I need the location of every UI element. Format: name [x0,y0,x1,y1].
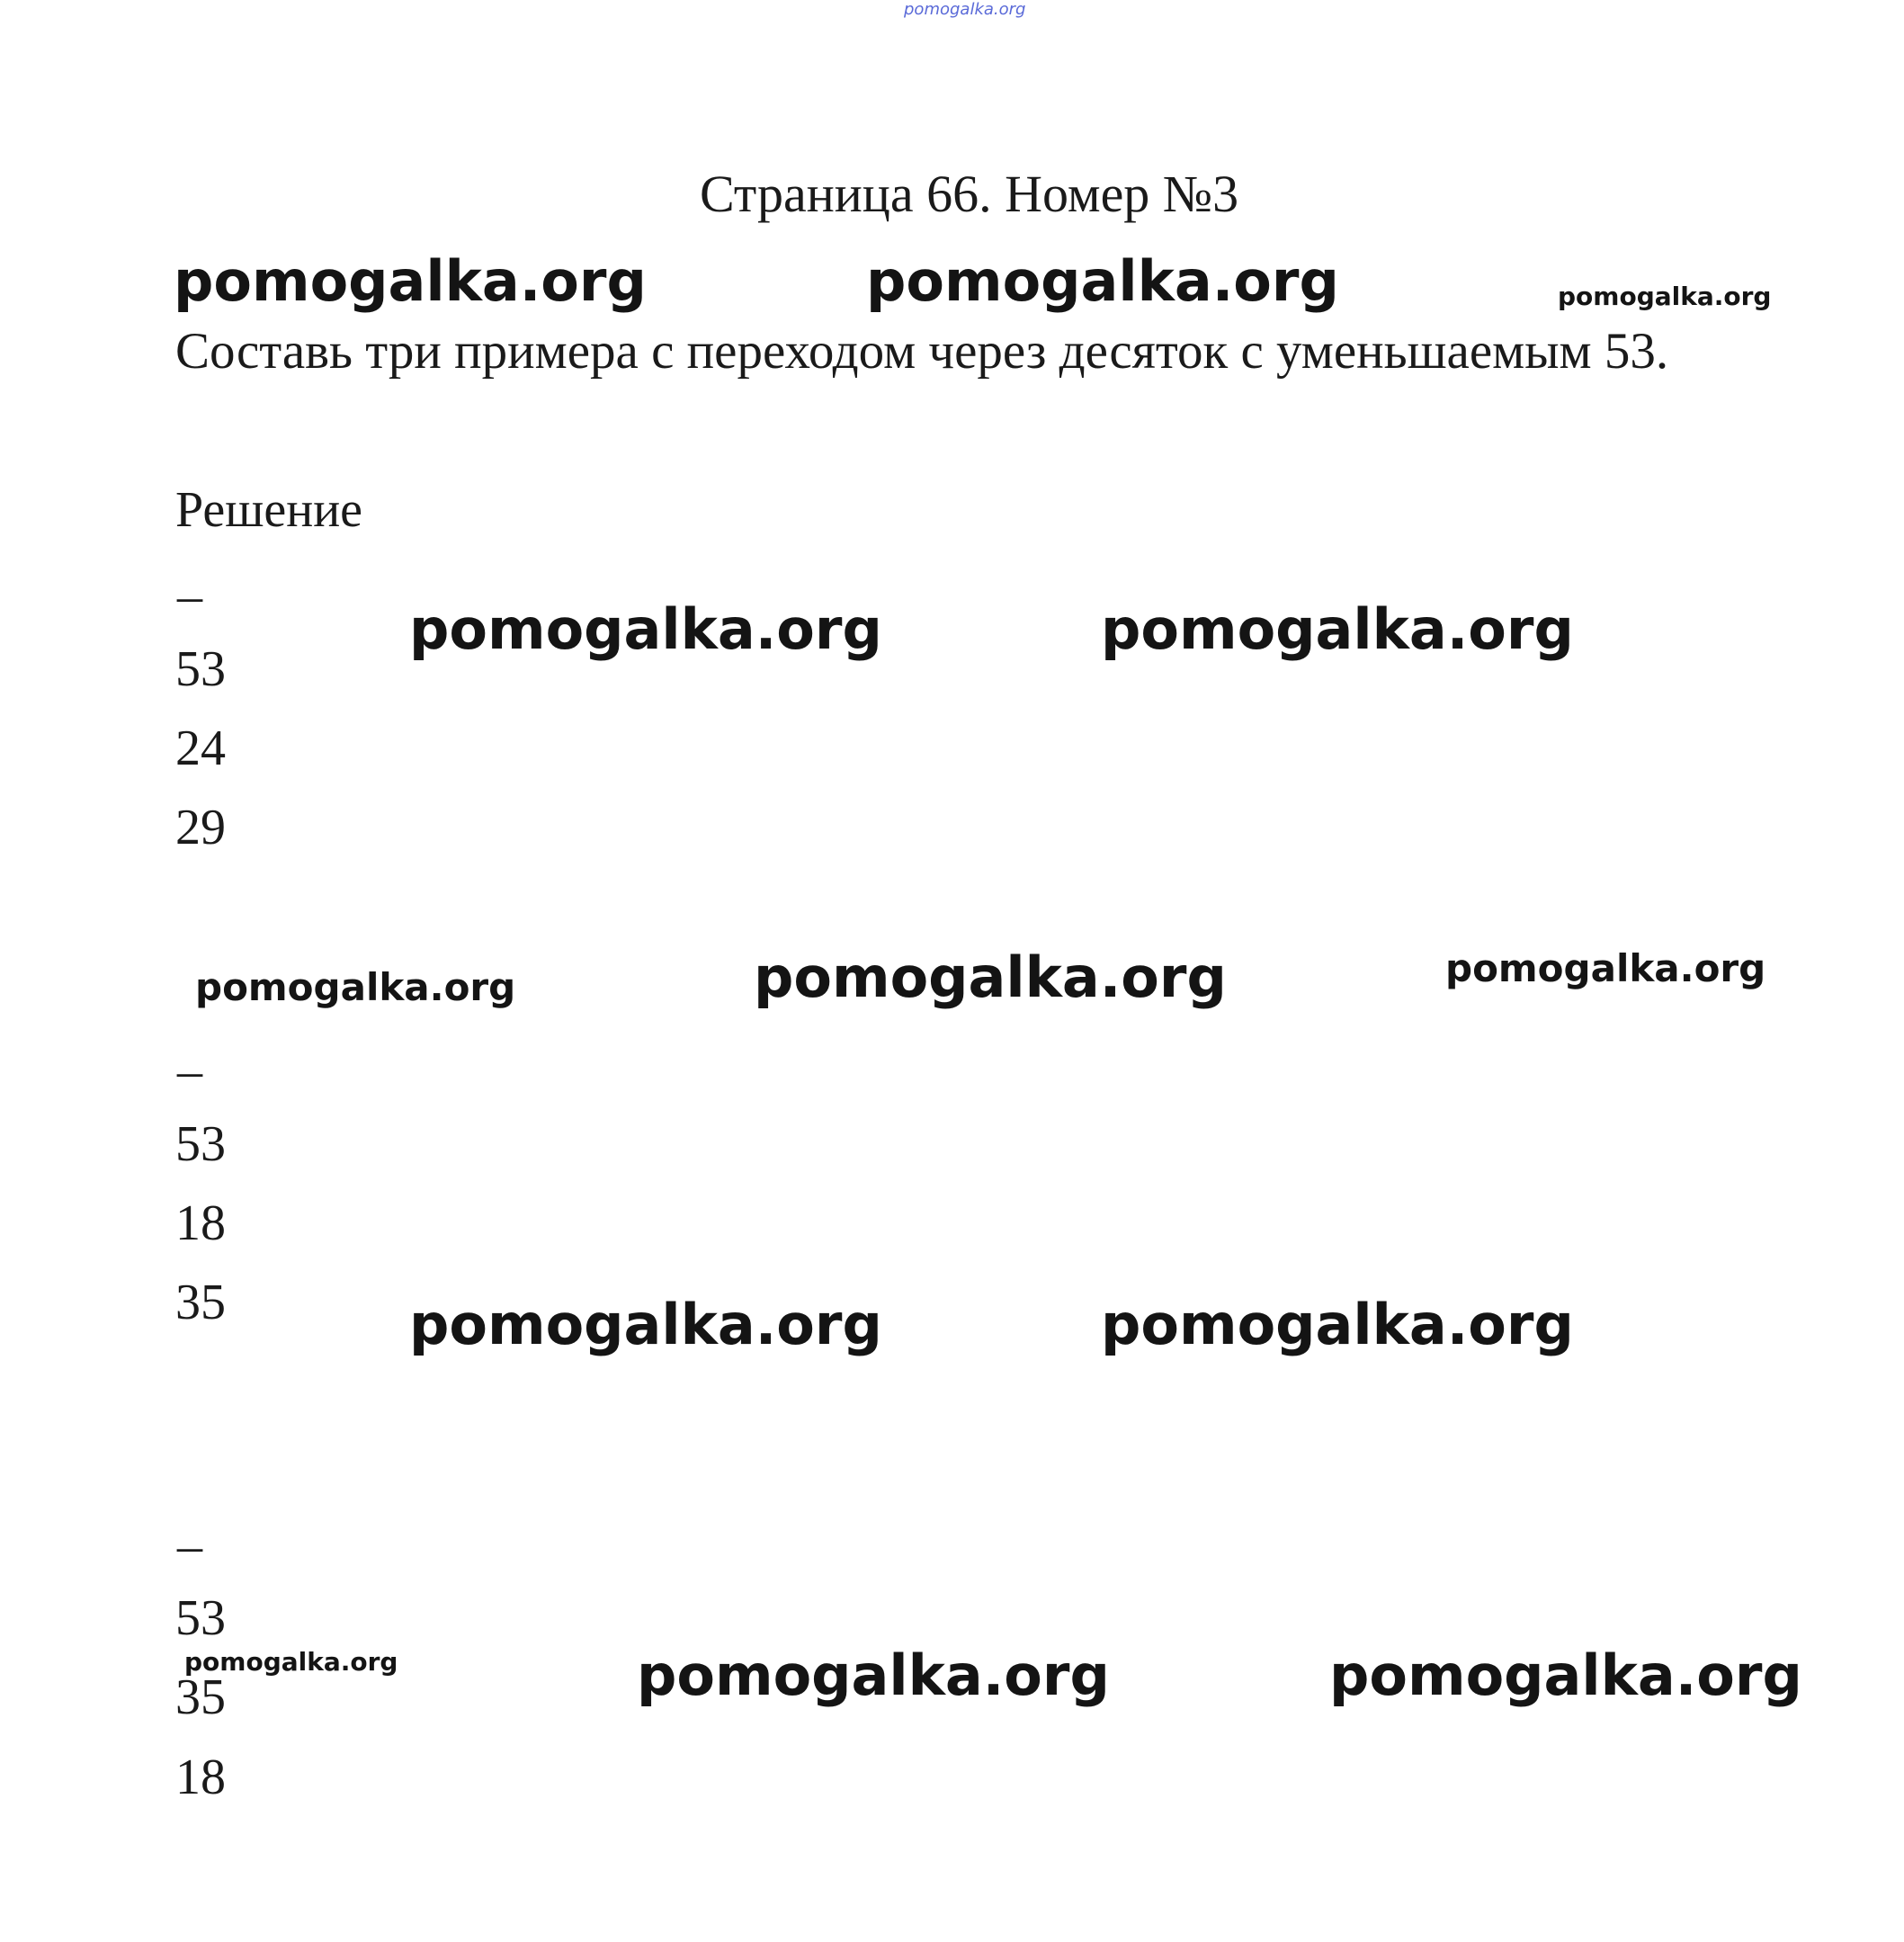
watermark: pomogalka.org [409,1292,882,1357]
difference: 18 [175,1750,226,1805]
difference: 35 [175,1275,226,1330]
watermark: pomogalka.org [1101,596,1574,662]
minuend: 53 [175,1590,226,1646]
minuend: 53 [175,1116,226,1172]
subtrahend: 35 [175,1669,226,1725]
page-title: Страница 66. Номер №3 [700,165,1239,223]
watermark: pomogalka.org [754,944,1227,1010]
watermark: pomogalka.org [184,1647,398,1677]
top-watermark: pomogalka.org [904,0,1026,19]
subtrahend: 24 [175,720,226,776]
watermark: pomogalka.org [409,596,882,662]
minuend: 53 [175,641,226,697]
watermark: pomogalka.org [1329,1642,1802,1708]
minus-sign: _ [177,551,202,607]
watermark: pomogalka.org [866,248,1339,314]
minus-sign: _ [177,1026,202,1082]
watermark: pomogalka.org [174,248,647,314]
watermark: pomogalka.org [637,1642,1110,1708]
task-text: Составь три примера с переходом через десяток с уменьшаемым 53. [175,323,1669,380]
watermark: pomogalka.org [1445,946,1766,990]
difference: 29 [175,800,226,855]
watermark: pomogalka.org [1558,282,1772,311]
watermark: pomogalka.org [1101,1292,1574,1357]
subtrahend: 18 [175,1195,226,1251]
watermark: pomogalka.org [195,965,516,1009]
minus-sign: _ [177,1501,202,1557]
solution-heading: Решение [175,482,363,538]
